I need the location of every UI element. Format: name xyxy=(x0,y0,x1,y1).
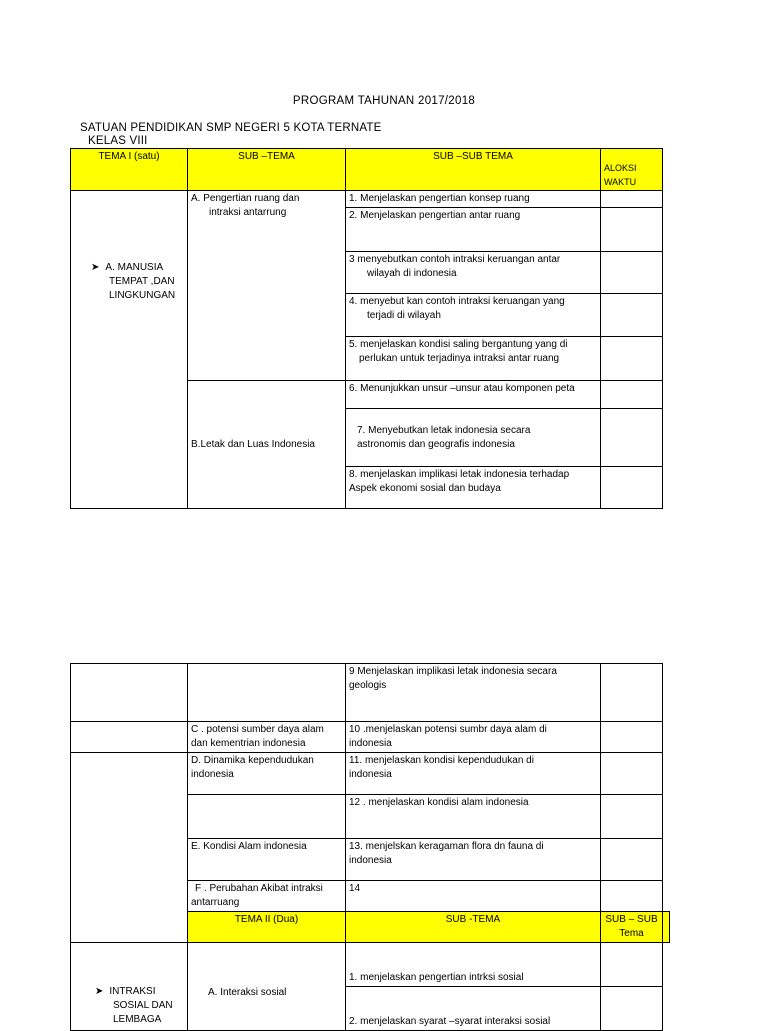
item-1: 1. Menjelaskan pengertian konsep ruang xyxy=(346,191,601,208)
arrow-bullet-icon: ➤ xyxy=(95,986,104,997)
tema-cell-empty xyxy=(71,664,188,722)
arrow-bullet-icon: ➤ xyxy=(91,262,100,273)
item-3-line2: wilayah di indonesia xyxy=(367,268,457,279)
sub-tema-f-line1: F . Perubahan Akibat intraksi xyxy=(195,883,323,894)
page-title: PROGRAM TAHUNAN 2017/2018 xyxy=(292,95,476,107)
item-4-line1: 4. menyebut kan contoh intraksi keruangan yang xyxy=(349,296,565,307)
item-2: 2. Menjelaskan pengertian antar ruang xyxy=(346,208,601,252)
item-11-line2: indonesia xyxy=(349,769,392,780)
item-4-line2: terjadi di wilayah xyxy=(367,310,441,321)
header-alokasi xyxy=(601,149,663,191)
table-header-row xyxy=(71,149,663,191)
header2-sub-tema: SUB -TEMA xyxy=(346,912,601,943)
sub2-tema-a xyxy=(188,943,346,1031)
tema-line1: A. MANUSIA xyxy=(105,262,164,273)
item-7-line2: astronomis dan geografis indonesia xyxy=(357,438,515,450)
item2-1: 1. menjelaskan pengertian intrksi sosial xyxy=(346,943,601,987)
item-9-line2: geologis xyxy=(349,680,387,691)
program-table-1 xyxy=(70,148,663,509)
item-13 xyxy=(346,839,601,881)
alokasi-cell xyxy=(601,753,663,795)
tema-block xyxy=(91,261,175,303)
item-7 xyxy=(346,409,601,467)
sub-tema-a xyxy=(188,191,346,381)
sub-tema-d-line2: indonesia xyxy=(191,769,234,780)
sub-tema-a-line2: intraksi antarrung xyxy=(209,207,287,218)
class-label: KELAS VIII xyxy=(88,135,148,147)
alokasi-cell xyxy=(601,409,663,467)
item-10 xyxy=(346,722,601,753)
alokasi-cell xyxy=(601,722,663,753)
alokasi-cell xyxy=(601,252,663,294)
tema-cell xyxy=(71,191,188,509)
header-alokasi-line1: ALOKSI xyxy=(604,163,637,173)
sub-tema-e: E. Kondisi Alam indonesia xyxy=(188,839,346,881)
alokasi-cell xyxy=(601,881,663,912)
item-11-line1: 11. menjelaskan kondisi kependudukan di xyxy=(349,755,534,766)
header-sub-tema: SUB –TEMA xyxy=(188,149,346,191)
item-14: 14 xyxy=(346,881,601,912)
sub-tema-f-line2: antarruang xyxy=(191,897,240,908)
sub-tema-b: B.Letak dan Luas Indonesia xyxy=(188,381,346,509)
tema-line2: TEMPAT ,DAN xyxy=(109,276,175,287)
alokasi-cell xyxy=(601,664,663,722)
header-sub-sub-tema: SUB –SUB TEMA xyxy=(346,149,601,191)
item-3-line1: 3 menyebutkan contoh intraksi keruangan antar xyxy=(349,254,561,265)
item-4 xyxy=(346,294,601,337)
tema2-line3: LEMBAGA xyxy=(113,1014,162,1025)
school-name: SATUAN PENDIDIKAN SMP NEGERI 5 KOTA TERNATE xyxy=(80,122,382,134)
item-6: 6. Menunjukkan unsur –unsur atau komponen peta xyxy=(346,381,601,409)
alokasi-cell xyxy=(601,381,663,409)
sub-tema-f xyxy=(188,881,346,912)
tema-cell-empty xyxy=(71,753,188,943)
header-alokasi-line2: WAKTU xyxy=(604,177,637,187)
sub-tema-empty xyxy=(188,795,346,839)
table-row xyxy=(71,753,670,795)
program-table-2 xyxy=(70,663,670,1031)
alokasi-cell xyxy=(601,191,663,208)
alokasi-cell xyxy=(601,208,663,252)
item-10-line2: indonesia xyxy=(349,738,392,749)
table-row xyxy=(71,943,670,987)
tema2-line1: INTRAKSI xyxy=(109,986,156,997)
alokasi-cell xyxy=(601,839,663,881)
tema-cell-empty xyxy=(71,722,188,753)
sub-tema-c-line1: C . potensi sumber daya alam xyxy=(191,724,324,735)
header2-alokasi xyxy=(663,912,670,943)
table-row xyxy=(71,664,670,722)
item-7-line1: 7. Menyebutkan letak indonesia secara xyxy=(357,424,531,436)
alokasi-cell xyxy=(601,294,663,337)
sub-tema-d xyxy=(188,753,346,795)
item-12: 12 . menjelaskan kondisi alam indonesia xyxy=(346,795,601,839)
sub-tema-a-line1: A. Pengertian ruang dan xyxy=(191,193,300,204)
item-10-line1: 10 .menjelaskan potensi sumbr daya alam di xyxy=(349,724,547,735)
item-3 xyxy=(346,252,601,294)
item-13-line1: 13. menjelskan keragaman flora dn fauna di xyxy=(349,841,544,852)
sub2-tema-a-text: A. Interaksi sosial xyxy=(208,987,287,998)
item-9-line1: 9 Menjelaskan implikasi letak indonesia secara xyxy=(349,666,557,677)
sub-tema-c xyxy=(188,722,346,753)
alokasi-cell xyxy=(601,943,663,987)
alokasi-cell xyxy=(601,337,663,381)
item-8 xyxy=(346,467,601,509)
header2-tema: TEMA II (Dua) xyxy=(188,912,346,943)
sub-tema-empty xyxy=(188,664,346,722)
item-5 xyxy=(346,337,601,381)
tema2-line2: SOSIAL DAN xyxy=(113,1000,173,1011)
header-tema: TEMA I (satu) xyxy=(71,149,188,191)
alokasi-cell xyxy=(601,467,663,509)
tema2-cell xyxy=(71,943,188,1031)
table-row xyxy=(71,722,670,753)
item-13-line2: indonesia xyxy=(349,855,392,866)
tema2-block xyxy=(95,985,173,1027)
sub-tema-d-line1: D. Dinamika kependudukan xyxy=(191,755,314,766)
item-11 xyxy=(346,753,601,795)
header2-sub-sub-tema: SUB – SUB Tema xyxy=(601,912,663,943)
table-row xyxy=(71,191,663,208)
sub-tema-c-line2: dan kementrian indonesia xyxy=(191,738,306,749)
tema-line3: LINGKUNGAN xyxy=(109,290,176,301)
alokasi-cell xyxy=(601,795,663,839)
item-5-line2: perlukan untuk terjadinya intraksi antar ruang xyxy=(359,353,560,364)
item-5-line1: 5. menjelaskan kondisi saling bergantung yang di xyxy=(349,339,568,350)
item-8-line2: Aspek ekonomi sosial dan budaya xyxy=(349,483,501,494)
item-8-line1: 8. menjelaskan implikasi letak indonesia terhadap xyxy=(349,469,570,480)
item2-2: 2. menjelaskan syarat –syarat interaksi sosial xyxy=(346,987,601,1031)
item-9 xyxy=(346,664,601,722)
